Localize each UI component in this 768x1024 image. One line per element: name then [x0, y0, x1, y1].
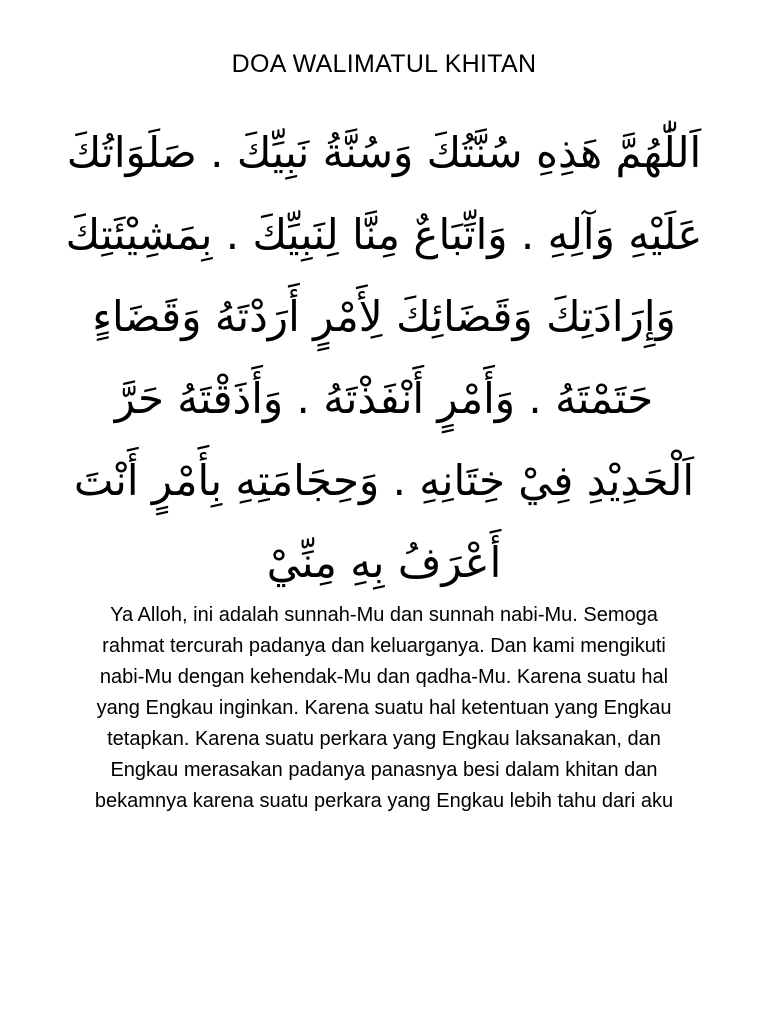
- translation-line: tetapkan. Karena suatu perkara yang Engkau laksanakan, dan: [107, 728, 661, 750]
- translation-line: bekamnya karena suatu perkara yang Engkau lebih tahu dari aku: [94, 790, 674, 812]
- arabic-line: وَإِرَادَتِكَ وَقَضَائِكَ لِأَمْرٍ أَرَدْتَهُ وَقَضَاءٍ: [92, 292, 676, 341]
- translation-line: yang Engkau inginkan. Karena suatu hal ketentuan yang Engkau: [96, 697, 672, 719]
- translation-line: rahmat tercurah padanya dan keluarganya. Dan kami mengikuti: [102, 635, 666, 657]
- arabic-line: اَللّٰهُمَّ هَذِهِ سُنَّتُكَ وَسُنَّةُ نَبِيِّكَ . صَلَوَاتُكَ: [66, 128, 702, 177]
- arabic-prayer-text: [36, 112, 732, 604]
- translation-text: [30, 600, 738, 817]
- translation-line: Ya Alloh, ini adalah sunnah-Mu dan sunnah nabi-Mu. Semoga: [110, 604, 658, 626]
- arabic-line: اَلْحَدِيْدِ فِيْ خِتَانِهِ . وَحِجَامَتِهِ بِأَمْرٍ أَنْتَ: [73, 456, 695, 505]
- arabic-line: حَتَمْتَهُ . وَأَمْرٍ أَنْفَذْتَهُ . وَأَذَقْتَهُ حَرَّ: [114, 374, 654, 423]
- arabic-line: عَلَيْهِ وَآلِهِ . وَاتِّبَاعٌ مِنَّا لِنَبِيِّكَ . بِمَشِيْئَتِكَ: [65, 210, 703, 259]
- arabic-line: أَعْرَفُ بِهِ مِنِّيْ: [266, 538, 502, 587]
- translation-line: nabi-Mu dengan kehendak-Mu dan qadha-Mu. Karena suatu hal: [99, 666, 669, 688]
- document-title: DOA WALIMATUL KHITAN: [231, 50, 537, 78]
- translation-line: Engkau merasakan padanya panasnya besi dalam khitan dan: [110, 759, 658, 781]
